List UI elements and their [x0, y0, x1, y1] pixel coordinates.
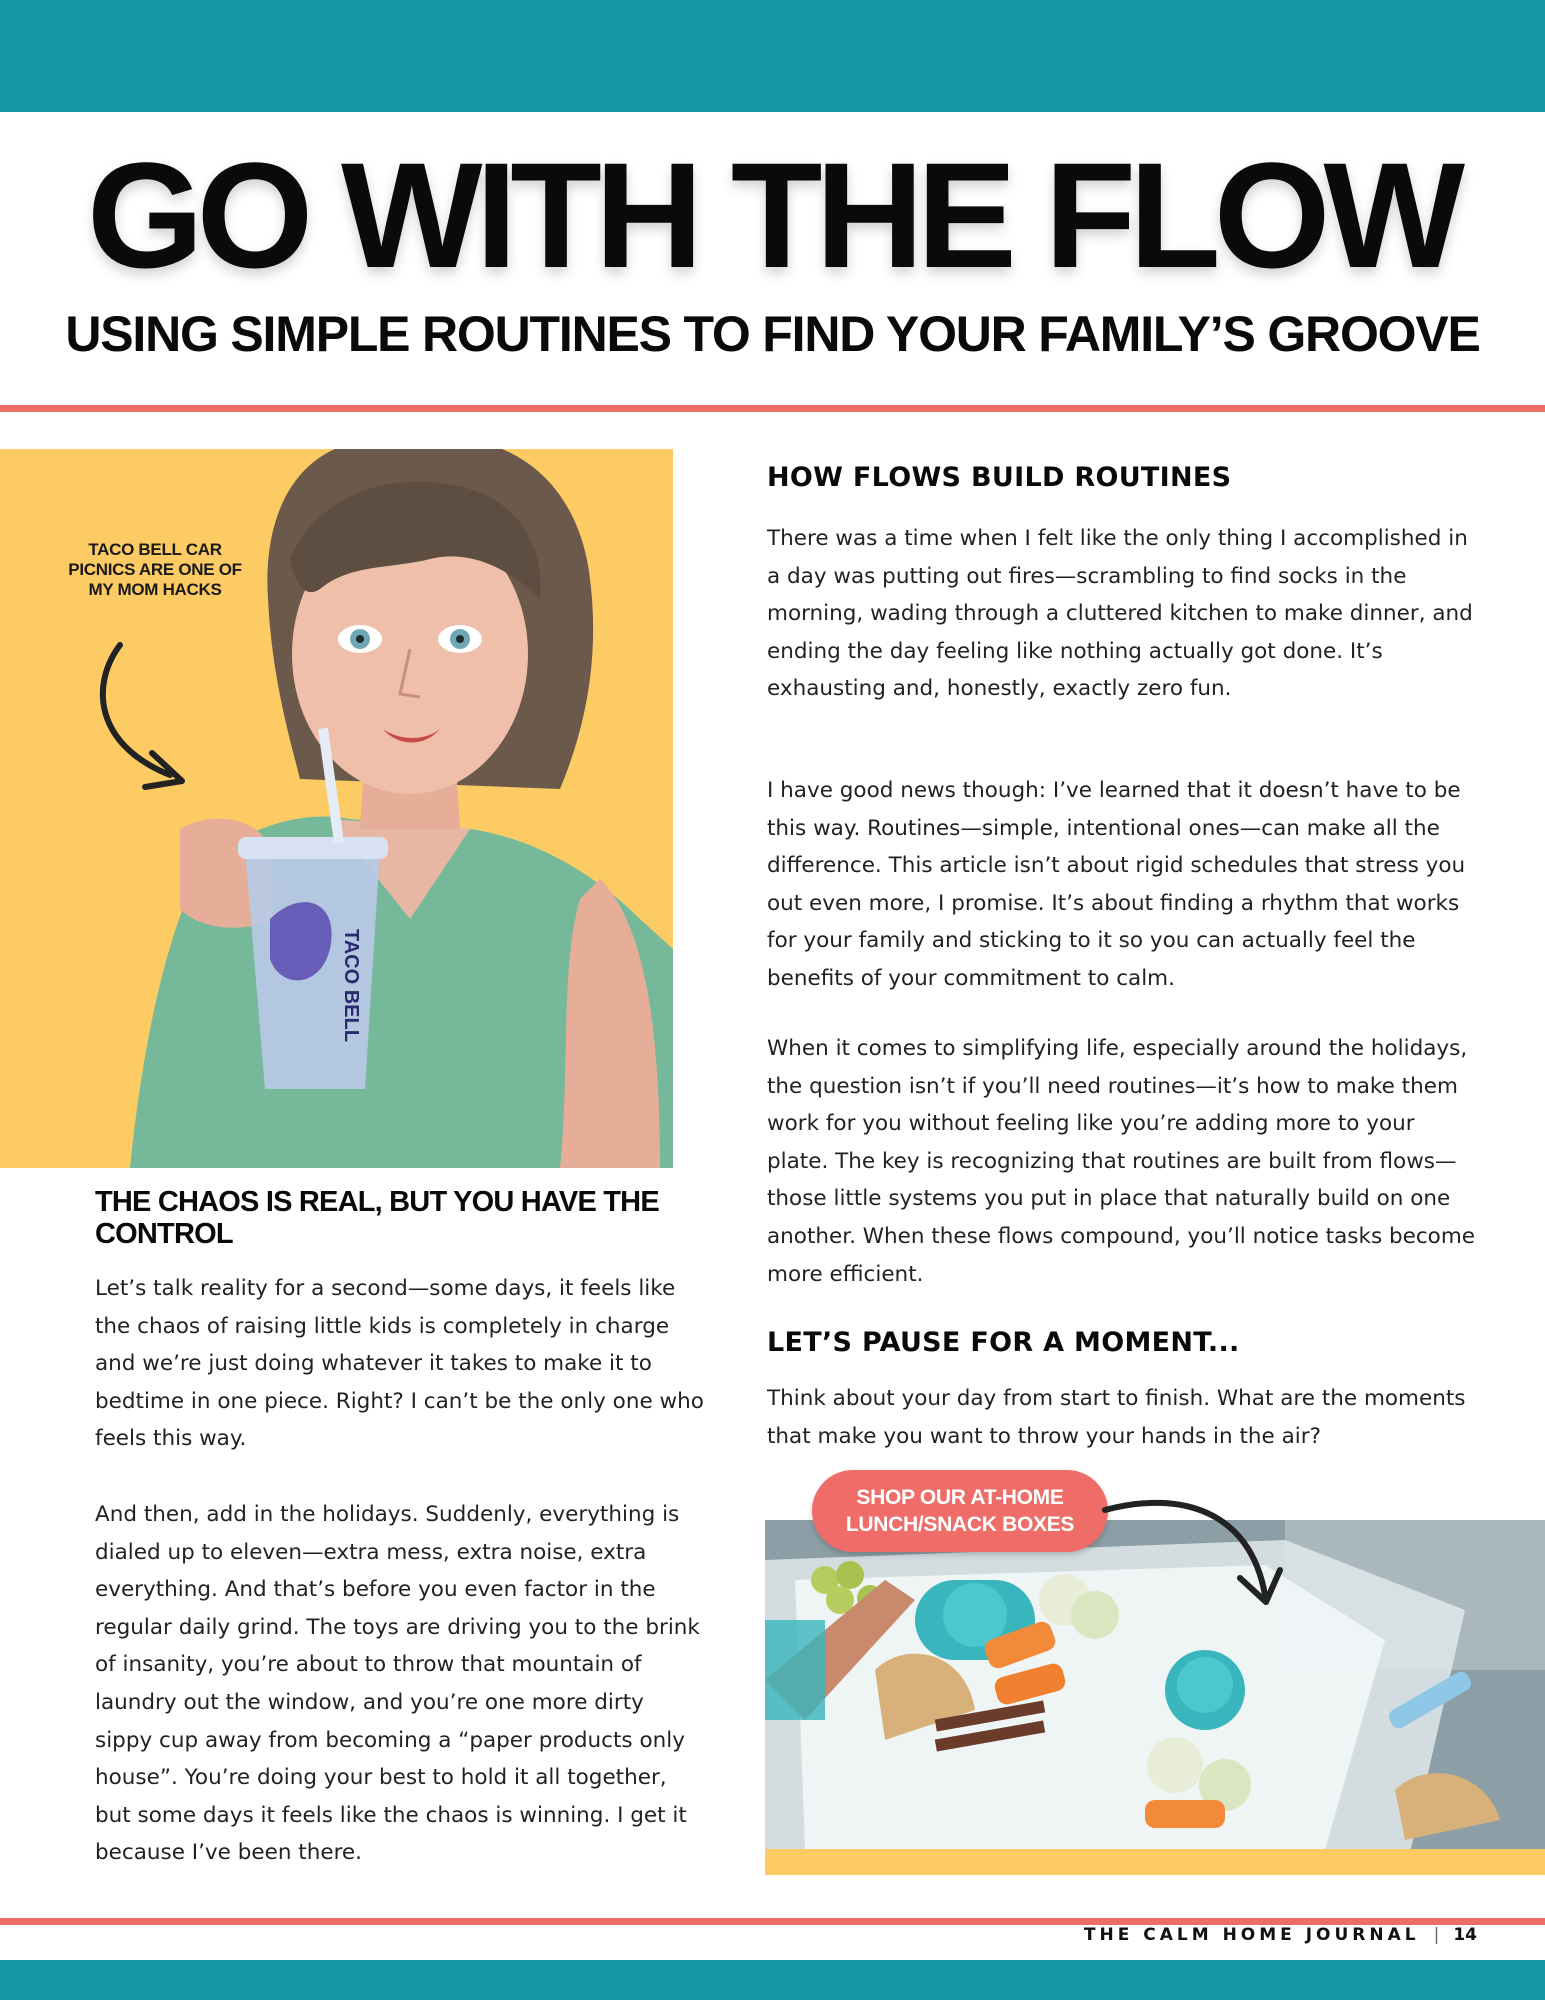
body-paragraph: Let’s talk reality for a second—some days, it feels like the chaos of raising little kids is completely in charge and we’re just doing whatever it takes to make it to bedtime in one piece. Right? I can’t be the only one who feels this way. — [95, 1276, 704, 1452]
photo-caption-line: TACO BELL CAR — [88, 540, 222, 559]
bottom-divider — [0, 1918, 1545, 1925]
top-color-band — [0, 0, 1545, 112]
body-paragraph: I have good news though: I’ve learned that it doesn’t have to be this way. Routines—simple, intentional ones—can make all the difference. This article isn’t about rigid schedules that stress you out even more, I promise. It’s about finding a rhythm that works for your family and sticking to it so you can actually feel the benefits of your commitment to calm. — [767, 778, 1466, 991]
shop-lunch-boxes-button[interactable] — [812, 1470, 1108, 1552]
photo-caption-line: PICNICS ARE ONE OF — [68, 560, 242, 579]
body-paragraph: And then, add in the holidays. Suddenly, everything is dialed up to eleven—extra mess, extra noise, extra everything. And that’s before you even factor in the regular daily grind. The toys are driving you to the brink of insanity, you’re about to throw that mountain of laundry out the window, and you’re one more dirty sippy cup away from becoming a “paper products only house”. You’re doing your best to hold it all together, but some days it feels like the chaos is winning. I get it because I’ve been there. — [95, 1502, 700, 1866]
curved-arrow-icon — [90, 635, 200, 795]
section-heading-chaos: THE CHAOS IS REAL, BUT YOU HAVE THE CONTROL — [95, 1186, 659, 1250]
photo-caption-line: MY MOM HACKS — [88, 580, 222, 599]
footer-separator: | — [1433, 1925, 1440, 1945]
section-heading-flows: HOW FLOWS BUILD ROUTINES — [767, 462, 1232, 493]
page-subtitle: USING SIMPLE ROUTINES TO FIND YOUR FAMILY’S GROOVE — [65, 306, 1480, 362]
bottom-color-band — [0, 1960, 1545, 2000]
curved-arrow-icon — [1100, 1490, 1290, 1620]
shop-button-line: SHOP OUR AT-HOME — [856, 1486, 1064, 1509]
lunch-photo-accent-strip — [765, 1849, 1545, 1875]
body-paragraph: Think about your day from start to finish. What are the moments that make you want to throw your hands in the air? — [767, 1386, 1466, 1449]
cup-logo-text: TACO BELL — [340, 929, 362, 1042]
section-heading-pause: LET’S PAUSE FOR A MOMENT... — [767, 1327, 1240, 1358]
page-number: 14 — [1453, 1925, 1477, 1945]
body-paragraph: There was a time when I felt like the only thing I accomplished in a day was putting out fires—scrambling to find socks in the morning, wading through a cluttered kitchen to make dinner, and ending the day feeling like nothing actually got done. It’s exhausting and, honestly, exactly zero fun. — [767, 526, 1473, 702]
page-title: GO WITH THE FLOW — [86, 131, 1459, 299]
body-paragraph: When it comes to simplifying life, especially around the holidays, the question isn’t if you’ll need routines—it’s how to make them work for you without feeling like you’re adding more to your plate. The key is recognizing that routines are built from flows—those little systems you put in place that naturally build on one another. When these flows compound, you’ll notice tasks become more efficient. — [767, 1036, 1475, 1287]
shop-button-line: LUNCH/SNACK BOXES — [845, 1513, 1075, 1536]
journal-name: THE CALM HOME JOURNAL — [1083, 1925, 1420, 1945]
page-footer — [1084, 1925, 1477, 1945]
photo-caption — [50, 540, 260, 600]
top-divider — [0, 405, 1545, 412]
